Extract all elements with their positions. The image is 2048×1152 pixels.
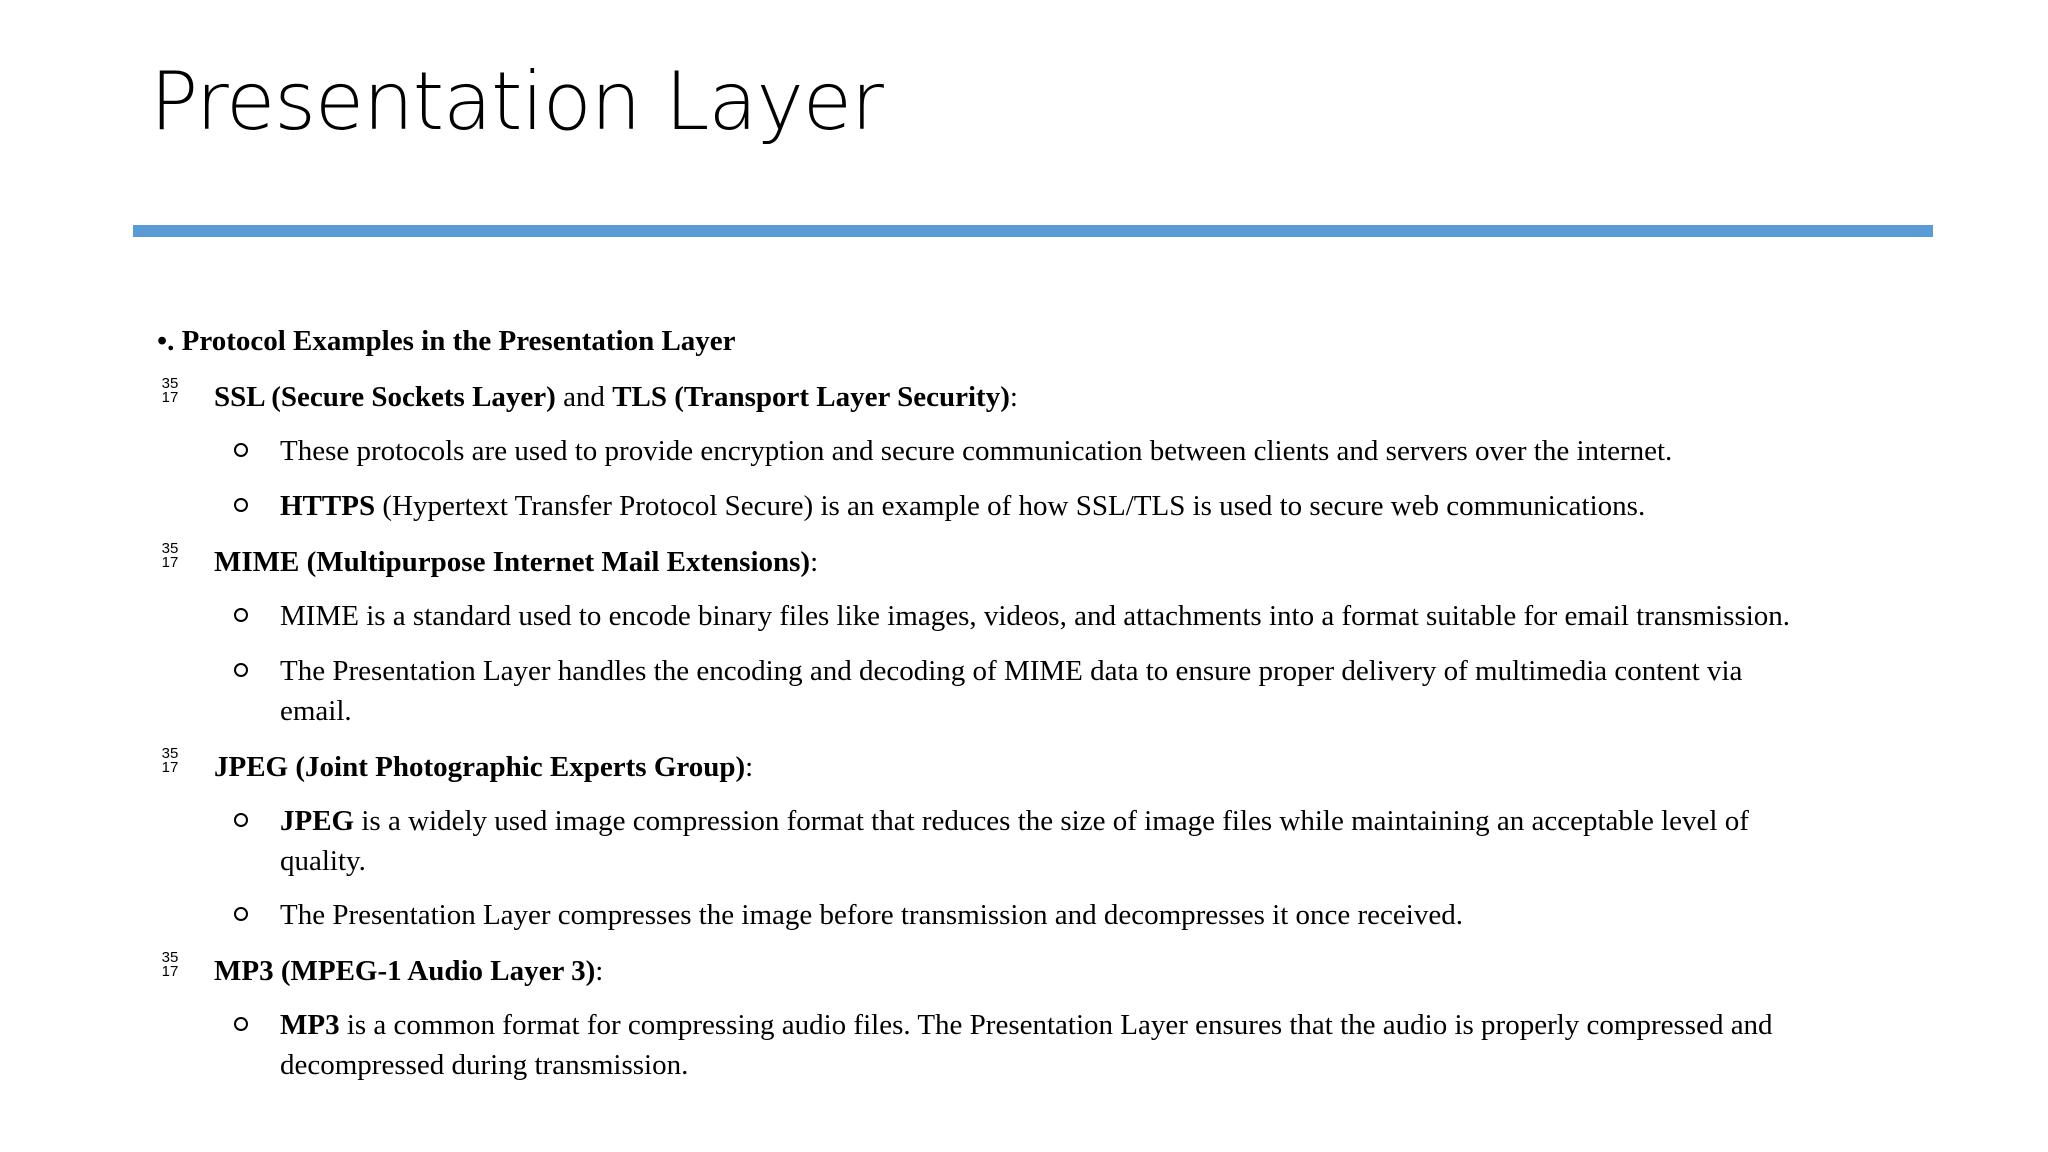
circle-bullet-icon — [234, 608, 248, 622]
section-title-part-a: JPEG (Joint Photographic Experts Group) — [214, 751, 746, 783]
list-item — [280, 1005, 1773, 1045]
list-item-text: (Hypertext Transfer Protocol Secure) is an example of how SSL/TLS is used to secure web communications. — [375, 490, 1646, 522]
marker-bottom: 17 — [161, 389, 179, 406]
list-item — [280, 801, 1749, 841]
list-item: MIME is a standard used to encode binary files like images, videos, and attachments into a format suitable for email transmission. — [280, 600, 1791, 632]
circle-bullet-icon — [234, 1017, 248, 1031]
circle-bullet-icon — [234, 498, 248, 512]
list-item — [280, 486, 1645, 526]
title-divider — [133, 225, 1933, 237]
circle-bullet-icon — [234, 663, 248, 677]
list-item-text: is a widely used image compression format that reduces the size of image files while maintaining an acceptable level of — [354, 805, 1749, 837]
circle-bullet-icon — [234, 907, 248, 921]
section-title-part-b: TLS (Transport Layer Security) — [612, 381, 1010, 413]
term-mp3: MP3 — [280, 1009, 340, 1041]
term-https: HTTPS — [280, 490, 376, 522]
section-title-colon: : — [595, 955, 604, 987]
section-marker-icon — [159, 542, 181, 570]
list-item-continuation: quality. — [280, 845, 366, 877]
list-item: These protocols are used to provide encryption and secure communication between clients and servers over the internet. — [280, 435, 1673, 467]
page-title: Presentation Layer — [150, 55, 883, 148]
marker-bottom: 17 — [161, 759, 179, 776]
section-title-part-a: MP3 (MPEG-1 Audio Layer 3) — [214, 955, 596, 987]
section-title-ssl-tls — [214, 377, 1018, 417]
section-title-part-a: MIME (Multipurpose Internet Mail Extensions) — [214, 546, 811, 578]
section-marker-icon — [159, 747, 181, 775]
section-title-joiner: and — [555, 381, 613, 413]
section-title-part-a: SSL (Secure Sockets Layer) — [214, 381, 556, 413]
marker-bottom: 17 — [161, 554, 179, 571]
section-title-mime — [214, 542, 818, 582]
list-item-text: is a common format for compressing audio files. The Presentation Layer ensures that the audio is properly compressed and — [339, 1009, 1773, 1041]
section-title-jpeg — [214, 747, 753, 787]
marker-top: 35 — [161, 745, 179, 762]
term-jpeg: JPEG — [280, 805, 355, 837]
section-title-colon: : — [745, 751, 754, 783]
list-item: The Presentation Layer compresses the image before transmission and decompresses it once received. — [280, 899, 1463, 931]
section-marker-icon — [159, 951, 181, 979]
section-title-mp3 — [214, 951, 603, 991]
list-item-continuation: decompressed during transmission. — [280, 1049, 689, 1081]
circle-bullet-icon — [234, 813, 248, 827]
marker-bottom: 17 — [161, 963, 179, 980]
circle-bullet-icon — [234, 443, 248, 457]
list-item-continuation: email. — [280, 695, 352, 727]
section-heading: •. Protocol Examples in the Presentation Layer — [157, 325, 736, 357]
marker-top: 35 — [161, 540, 179, 557]
section-title-colon: : — [1009, 381, 1018, 413]
section-marker-icon — [159, 377, 181, 405]
list-item: The Presentation Layer handles the encoding and decoding of MIME data to ensure proper delivery of multimedia content via — [280, 655, 1743, 687]
marker-top: 35 — [161, 375, 179, 392]
marker-top: 35 — [161, 949, 179, 966]
section-title-colon: : — [810, 546, 819, 578]
